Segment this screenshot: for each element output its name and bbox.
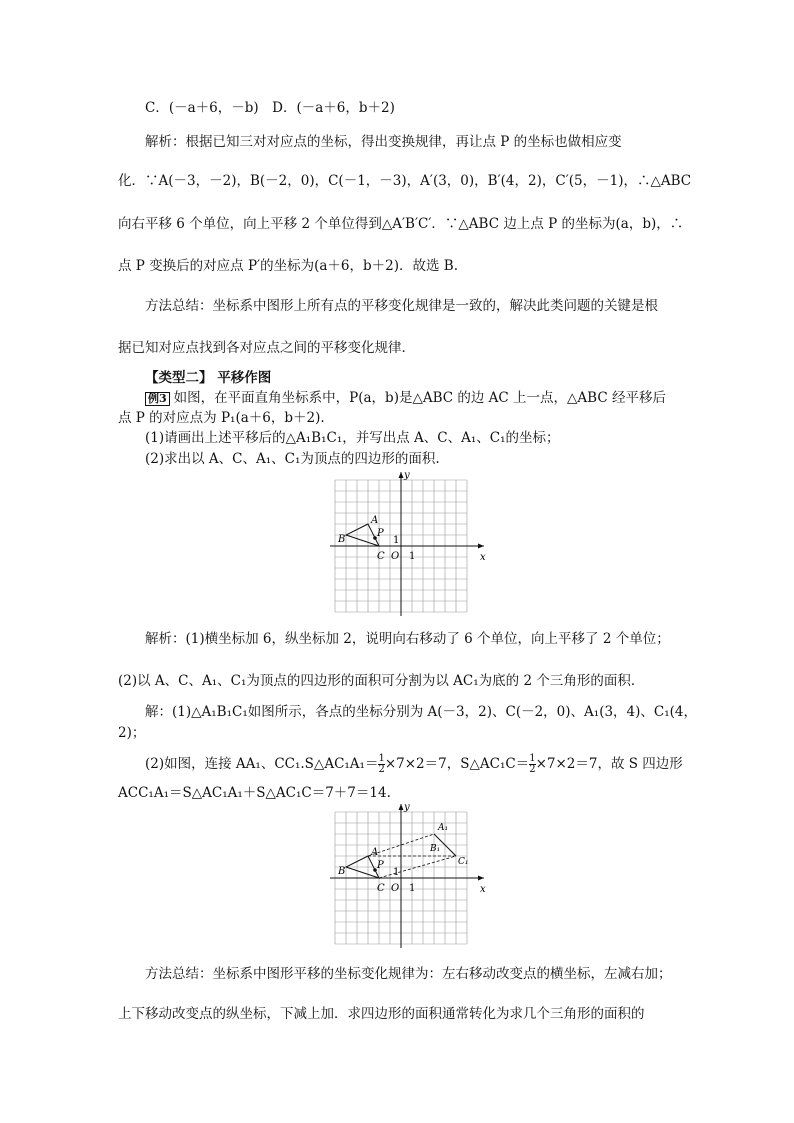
- label-b: B: [338, 534, 346, 545]
- example3-line2: 点 P 的对应点为 P₁(a＋6，b＋2).: [118, 410, 325, 426]
- example-badge: 例3: [145, 392, 170, 406]
- example3-q2: (2)求出以 A、C、A₁、C₁为顶点的四边形的面积.: [145, 451, 440, 467]
- label-one-x: 1: [409, 551, 416, 562]
- fraction-num: 1: [529, 753, 536, 764]
- label-y: y: [404, 470, 410, 481]
- analysis1-line3: 向右平移 6 个单位，向上平移 2 个单位得到△A′B′C′．∵△ABC 边上点 P 的坐标为(a，b)，∴: [118, 216, 684, 232]
- label-one-x: 1: [409, 883, 416, 894]
- analysis1-line1: 解析：根据已知三对对应点的坐标，得出变换规律，再让点 P 的坐标也做相应变: [145, 134, 622, 150]
- label-p: P: [377, 860, 384, 871]
- y-axis-arrow: [399, 804, 404, 810]
- type2-heading: 【类型二】 平移作图: [145, 370, 272, 386]
- label-a: A: [371, 847, 379, 858]
- label-a1: A₁: [438, 823, 449, 833]
- y-axis-arrow: [399, 472, 404, 478]
- analysis2-line1: 解析：(1)横坐标加 6，纵坐标加 2，说明向右移动了 6 个单位，向上平移了 2 个单位；: [145, 631, 670, 647]
- label-o: O: [391, 883, 400, 894]
- analysis1-line4: 点 P 变换后的对应点 P′的坐标为(a＋6，b＋2)．故选 B.: [118, 258, 459, 274]
- label-one-y: 1: [393, 535, 400, 546]
- label-c1: C₁: [458, 857, 469, 867]
- x-axis-arrow: [478, 876, 484, 881]
- options-line: C．(－a＋6，－b) D．(－a＋6，b＋2): [145, 100, 395, 116]
- summary2-line1: 方法总结：坐标系中图形平移的坐标变化规律为：左右移动改变点的横坐标，左减右加；: [145, 966, 672, 982]
- label-c: C: [377, 883, 385, 894]
- solution-line4: ACC₁A₁＝S△AC₁A₁＋S△AC₁C＝7＋7＝14.: [118, 785, 391, 801]
- label-y: y: [404, 802, 410, 813]
- x-axis-arrow: [478, 544, 484, 549]
- solution-line1: 解：(1)△A₁B₁C₁如图所示，各点的坐标分别为 A(－3，2)、C(－2，0)、A₁(3，4)、C₁(4，: [145, 704, 698, 720]
- label-a: A: [371, 515, 379, 526]
- summary2-line2: 上下移动改变点的纵坐标，下减上加．求四边形的面积通常转化为求几个三角形的面积的: [118, 1006, 645, 1022]
- fraction-den: 2: [529, 764, 536, 775]
- example3-line1: [145, 390, 705, 408]
- solution-text3c: ×7×2＝7，故 S 四边形: [535, 756, 683, 772]
- label-x: x: [480, 552, 486, 563]
- label-x: x: [480, 884, 486, 895]
- label-p: P: [377, 528, 384, 539]
- analysis1-line2: 化．∵A(－3，－2)，B(－2，0)，C(－1，－3)，A′(3，0)，B′(4，2)，C′(5，－1)，∴△ABC: [118, 173, 692, 189]
- solution-line3: [145, 754, 705, 775]
- label-c: C: [377, 551, 385, 562]
- solution-text3a: (2)如图，连接 AA₁、CC₁.S△AC₁A₁＝: [145, 756, 379, 772]
- example3-q1: (1)请画出上述平移后的△A₁B₁C₁，并写出点 A、C、A₁、C₁的坐标；: [145, 430, 560, 446]
- coordinate-grid-figure1: [330, 468, 490, 616]
- solution-line2: 2)；: [118, 725, 146, 741]
- analysis2-line2: (2)以 A、C、A₁、C₁为顶点的四边形的面积可分割为以 AC₁为底的 2 个三角形的面积．: [118, 673, 645, 689]
- label-o: O: [391, 551, 400, 562]
- fraction-den: 2: [378, 764, 385, 775]
- label-b1: B₁: [430, 844, 441, 854]
- summary1-line1: 方法总结：坐标系中图形上所有点的平移变化规律是一致的，解决此类问题的关键是根: [145, 298, 658, 314]
- label-one-y: 1: [393, 867, 400, 878]
- solution-text3b: ×7×2＝7，S△AC₁C＝: [384, 756, 530, 772]
- summary1-line2: 据已知对应点找到各对应点之间的平移变化规律．: [118, 340, 415, 356]
- example3-text1: 如图，在平面直角坐标系中，P(a，b)是△ABC 的边 AC 上一点，△ABC 经平移后: [173, 390, 666, 406]
- fraction-num: 1: [378, 753, 385, 764]
- label-b: B: [338, 866, 346, 877]
- coordinate-grid-figure2: [330, 800, 490, 948]
